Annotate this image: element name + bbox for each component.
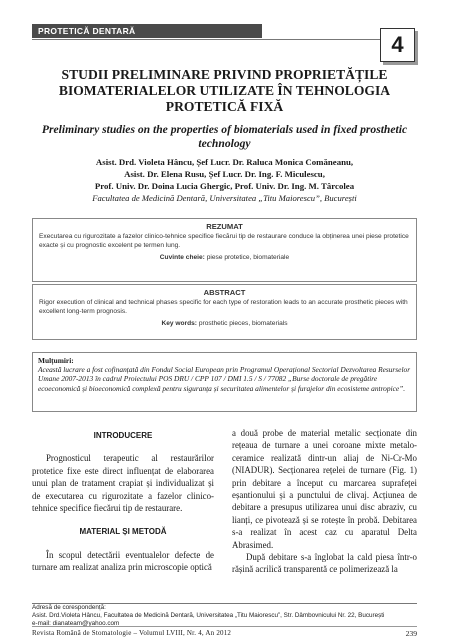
abstract-keywords bbox=[33, 320, 416, 327]
keywords-label: Cuvinte cheie: bbox=[159, 254, 205, 261]
authors bbox=[32, 156, 417, 192]
acknowledgement-heading: Mulțumiri: bbox=[38, 356, 74, 365]
footer-rule bbox=[32, 626, 417, 627]
section-tag: PROTETICĂ DENTARĂ bbox=[32, 24, 262, 38]
intro-heading: INTRODUCERE bbox=[93, 431, 153, 440]
right-paragraph-1: a două probe de material metalic secționate din rețeaua de turnare a unei coroane mixte metalo-ceramice realizată dintr-un aliaj de Ni-Cr-Mo (NIADUR). Secționarea rețelei de turnare (Fig. 1) prin debitare a început cu marcarea suprafeței eșantionului și a punctului de clivaj. Acțiunea de debitare a presupus utilizarea unui disc abraziv, cu lianți, ce pivotează și se rotește în probă. Debitarea s-a realizat în acest caz cu aparatul Delta Abrasimed. bbox=[232, 428, 417, 550]
title-english: Preliminary studies on the properties of biomaterials used in fixed prosthetic technology bbox=[41, 123, 408, 150]
title-romanian: STUDII PRELIMINARE PRIVIND PROPRIETĂȚILE BIOMATERIALELOR UTILIZATE ÎN TEHNOLOGIA PROTETICĂ FIXĂ bbox=[58, 67, 391, 114]
rezumat-keywords bbox=[33, 254, 416, 261]
rezumat-box bbox=[32, 218, 417, 282]
abstract-box bbox=[32, 284, 417, 340]
abstract-heading: ABSTRACT bbox=[203, 288, 246, 297]
methods-paragraph: În scopul detectării eventualelor defecte de turnare am realizat analiza prin microscopie optică bbox=[32, 549, 214, 573]
page-number: 239 bbox=[405, 629, 417, 638]
correspondence-email: e-mail: dianateam@yahoo.com bbox=[32, 620, 120, 627]
keywords-text: piese protetice, biomateriale bbox=[206, 254, 290, 261]
acknowledgement-text: Această lucrare a fost cofinanțată din Fondul Social European prin Programul Operațional Sectorial Dezvoltarea Resurselor Umane 2007-2013 în cadrul Proiectului POS DRU / CPP 107 / DMI 1.5 / S / 77082 „Burse doctorale de pregătire ecoeconomică și bioeconomică complexă pentru siguranța și securitatea alimentelor și furajelor din ecosisteme antropice”. bbox=[38, 365, 411, 393]
correspondence bbox=[32, 604, 417, 628]
right-paragraph-2: După debitare s-a înglobat la cald piesa într-o rășină acrilică transparentă ce polimerizează la bbox=[232, 552, 417, 575]
keywords-label: Key words: bbox=[161, 320, 197, 327]
article-number: 4 bbox=[380, 28, 415, 62]
correspondence-label: Adresă de corespondență: bbox=[32, 604, 106, 611]
keywords-text: prosthetic pieces, biomaterials bbox=[198, 320, 288, 327]
intro-paragraph: Prognosticul terapeutic al restaurărilor protetice fixe este direct influențat de elaborarea unui plan de tratament crapiat și individualizat și de executarea cu rigurozitate a fazelor clinico-tehnice specifice fiecărui tip de restaurare. bbox=[32, 453, 214, 514]
footer-journal: Revista Română de Stomatologie – Volumul LVIII, Nr. 4, An 2012 bbox=[32, 629, 232, 637]
correspondence-address: Asist. Drd.Violeta Hâncu, Facultatea de Medicină Dentară, Universitatea „Titu Maiorescu”, Str. Dâmbovnicului Nr. 22, București bbox=[32, 612, 385, 619]
author-line: Prof. Univ. Dr. Doina Lucia Ghergic, Prof. Univ. Dr. Ing. M. Târcolea bbox=[94, 181, 355, 191]
author-line: Asist. Drd. Violeta Hâncu, Șef Lucr. Dr. Raluca Monica Comăneanu, bbox=[95, 157, 354, 167]
rezumat-text: Executarea cu rigurozitate a fazelor clinico-tehnice specifice fiecărui tip de restaurare conduce la obținerea unei piese protetice exacte și cu prognostic excelent pe termen lung. bbox=[39, 233, 409, 249]
author-line: Asist. Dr. Elena Rusu, Șef Lucr. Dr. Ing. F. Miculescu, bbox=[124, 169, 325, 179]
affiliation: Facultatea de Medicină Dentară, Universitatea „Titu Maiorescu”, București bbox=[92, 193, 357, 203]
methods-heading: MATERIAL ȘI METODĂ bbox=[79, 527, 167, 537]
acknowledgement-box bbox=[32, 352, 417, 412]
rezumat-heading: REZUMAT bbox=[206, 222, 243, 231]
body-column-left bbox=[32, 430, 214, 574]
body-column-right bbox=[232, 427, 417, 576]
header-rule bbox=[32, 39, 417, 40]
abstract-text: Rigor execution of clinical and technical phases specific for each type of restoration leads to an accurate prosthetic pieces with excellent long-term prognosis. bbox=[39, 299, 408, 315]
